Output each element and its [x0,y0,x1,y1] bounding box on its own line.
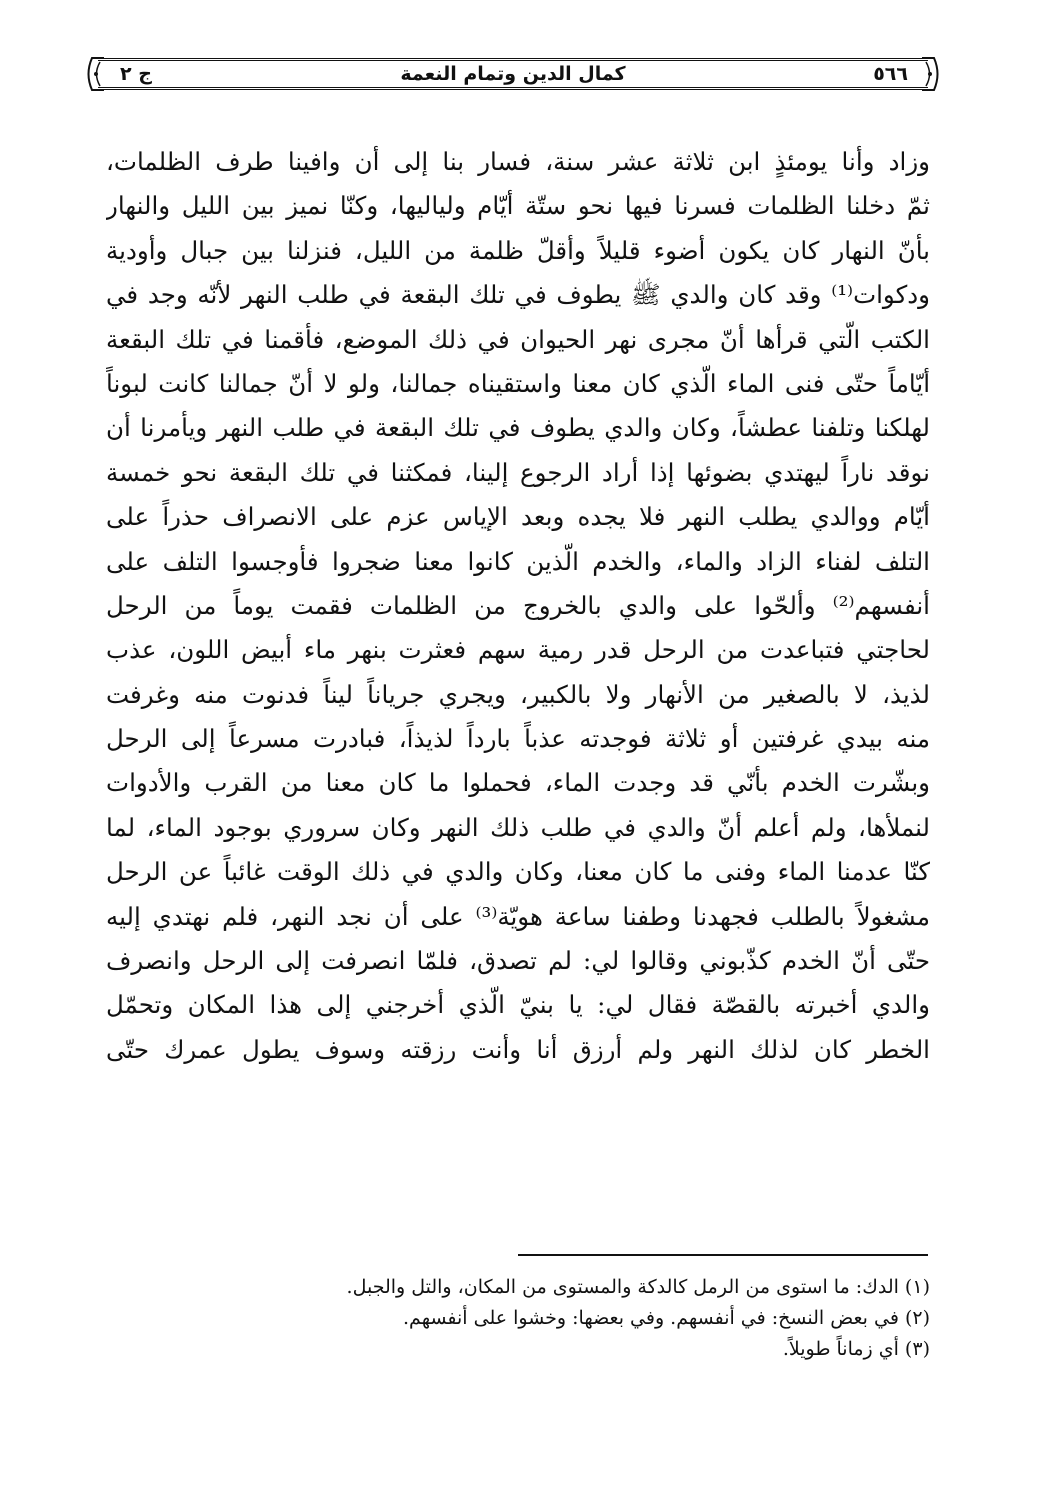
text-line: لذيذ، لا بالصغير من الأنهار ولا بالكبير، ويجري جرياناً ليناً فدنوت منه وغرفت [106,679,930,709]
text-line: لنملأها، ولم أعلم أنّ والدي في طلب ذلك النهر وكان سروري بوجود الماء، لما [106,812,930,842]
text-line: لهلكنا وتلفنا عطشاً، وكان والدي يطوف في تلك البقعة في طلب النهر ويأمرنا أن [106,413,930,443]
text-line: بأنّ النهار كان يكون أضوء قليلاً وأقلّ ظلمة من الليل، فنزلنا بين جبال وأودية [106,235,930,265]
text-line: الخطر كان لذلك النهر ولم أرزق أنا وأنت رزقته وسوف يطول عمرك حتّى [106,1034,930,1064]
text-line: والدي أخبرته بالقصّة فقال لي: يا بنيّ الّذي أخرجني إلى هذا المكان وتحمّل [106,990,930,1020]
text-line: لحاجتي فتباعدت من الرحل قدر رمية سهم فعثرت بنهر ماء أبيض اللون، عذب [106,635,930,665]
text-line: منه بيدي غرفتين أو ثلاثة فوجدته عذباً بارداً لذيذاً، فبادرت مسرعاً إلى الرحل [106,724,930,754]
text-line: أيّام ووالدي يطلب النهر فلا يجده وبعد الإياس عزم على الانصراف حذراً على [106,502,930,532]
footnote-2: (٢) في بعض النسخ: في أنفسهم. وفي بعضها: وخشوا على أنفسهم. [403,1307,930,1329]
footnote-1: (١) الدك: ما استوى من الرمل كالدكة والمستوى من المكان، والتل والجبل. [346,1276,930,1298]
text-line: كنّا عدمنا الماء وفنى ما كان معنا، وكان والدي في ذلك الوقت غائباً عن الرحل [106,857,930,887]
text-line: حتّى أنّ الخدم كذّبوني وقالوا لي: لم تصدق، فلمّا انصرفت إلى الرحل وانصرف [106,946,930,976]
text-line: التلف لفناء الزاد والماء، والخدم الّذين كانوا معنا ضجروا فأوجسوا التلف على [106,546,930,576]
running-header [84,56,942,92]
text-line: وزاد وأنا يومئذٍ ابن ثلاثة عشر سنة، فسار بنا إلى أن وافينا طرف الظلمات، [106,147,930,176]
footnote-3: (٣) أي زماناً طويلاً. [782,1338,930,1360]
text-line: وبشّرت الخدم بأنّي قد وجدت الماء، فحملوا ما كان معنا من القرب والأدوات [106,768,930,798]
running-title: كمال الدين وتمام النعمة [400,63,626,85]
footnote-separator [518,1254,928,1256]
text-line: ثمّ دخلنا الظلمات فسرنا فيها نحو ستّة أيّام ولياليها، وكنّا نميز بين الليل والنهار [106,191,930,221]
text-line: مشغولاً بالطلب فجهدنا وطفنا ساعة هويّة⁽³⁾ على أن نجد النهر، فلم نهتدي إليه [106,901,930,931]
main-text [106,140,930,1072]
text-line: أيّاماً حتّى فنى الماء الّذي كان معنا واستقيناه جمالنا، ولو لا أنّ جمالنا كانت لبوناً [106,368,930,398]
text-line: نوقد ناراً ليهتدي بضوئها إذا أراد الرجوع إلينا، فمكثنا في تلك البقعة نحو خمسة [106,457,930,487]
text-line: أنفسهم⁽²⁾ وألحّوا على والدي بالخروج من الظلمات فقمت يوماً من الرحل [106,590,930,620]
text-line: الكتب الّتي قرأها أنّ مجرى نهر الحيوان في ذلك الموضع، فأقمنا في تلك البقعة [106,324,930,354]
volume-label: ج ٢ [120,63,152,85]
page-number: ٥٦٦ [873,63,908,85]
footnotes [106,1272,930,1365]
text-line: ودكوات⁽¹⁾ وقد كان والدي ﷺ يطوف في تلك البقعة في طلب النهر لأنّه وجد في [106,280,930,310]
